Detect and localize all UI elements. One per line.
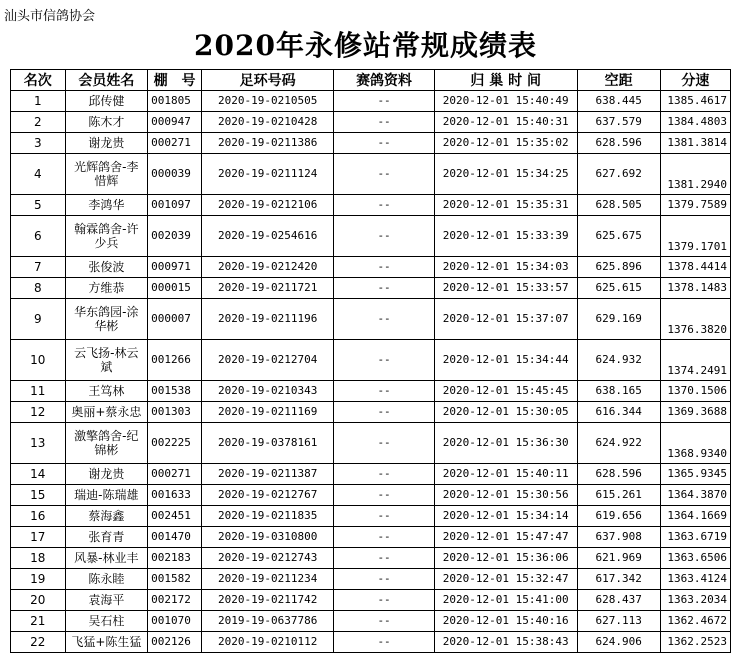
table-row: [11, 423, 731, 464]
table-row: [11, 112, 731, 133]
cell-arrival-time: 2020-12-01 15:40:11: [434, 464, 577, 485]
cell-arrival-time: 2020-12-01 15:36:30: [434, 423, 577, 464]
cell-ring-number: 2020-19-0211387: [202, 464, 334, 485]
cell-pigeon-info: --: [334, 485, 435, 506]
cell-ring-number: 2020-19-0210343: [202, 381, 334, 402]
cell-arrival-time: 2020-12-01 15:45:45: [434, 381, 577, 402]
cell-member-name: 激擎鸽舍-纪锦彬: [65, 423, 148, 464]
cell-speed: 1363.2034: [660, 590, 730, 611]
cell-rank: 4: [11, 154, 66, 195]
cell-speed: 1378.4414: [660, 257, 730, 278]
cell-speed: 1381.3814: [660, 133, 730, 154]
cell-ring-number: 2020-19-0212420: [202, 257, 334, 278]
cell-speed: 1364.3870: [660, 485, 730, 506]
cell-member-name: 瑞迪-陈瑞雄: [65, 485, 148, 506]
table-row: [11, 278, 731, 299]
table-row: [11, 527, 731, 548]
cell-rank: 1: [11, 91, 66, 112]
cell-arrival-time: 2020-12-01 15:41:00: [434, 590, 577, 611]
cell-pen-number: 001633: [148, 485, 202, 506]
cell-pen-number: 000271: [148, 464, 202, 485]
cell-member-name: 谢龙贵: [65, 133, 148, 154]
cell-distance: 617.342: [577, 569, 660, 590]
cell-ring-number: 2020-19-0378161: [202, 423, 334, 464]
cell-speed: 1363.6719: [660, 527, 730, 548]
cell-distance: 624.906: [577, 632, 660, 653]
header-distance: 空距: [577, 70, 660, 91]
cell-pen-number: 002225: [148, 423, 202, 464]
cell-ring-number: 2020-19-0211835: [202, 506, 334, 527]
organization-name: 汕头市信鸽协会: [4, 9, 96, 24]
cell-rank: 21: [11, 611, 66, 632]
results-table: [10, 69, 731, 653]
cell-pigeon-info: --: [334, 402, 435, 423]
cell-speed: 1368.9340: [660, 423, 730, 464]
cell-speed: 1384.4803: [660, 112, 730, 133]
cell-member-name: 陈木才: [65, 112, 148, 133]
cell-pen-number: 001303: [148, 402, 202, 423]
cell-pigeon-info: --: [334, 340, 435, 381]
cell-ring-number: 2020-19-0210112: [202, 632, 334, 653]
cell-pen-number: 001582: [148, 569, 202, 590]
cell-ring-number: 2020-19-0211196: [202, 299, 334, 340]
cell-ring-number: 2020-19-0212743: [202, 548, 334, 569]
cell-pen-number: 001070: [148, 611, 202, 632]
cell-distance: 625.896: [577, 257, 660, 278]
cell-pigeon-info: --: [334, 548, 435, 569]
cell-distance: 625.675: [577, 216, 660, 257]
cell-pen-number: 001097: [148, 195, 202, 216]
cell-arrival-time: 2020-12-01 15:38:43: [434, 632, 577, 653]
cell-distance: 615.261: [577, 485, 660, 506]
cell-speed: 1379.1701: [660, 216, 730, 257]
cell-member-name: 风暴-林业丰: [65, 548, 148, 569]
table-row: [11, 464, 731, 485]
cell-distance: 638.445: [577, 91, 660, 112]
table-row: [11, 611, 731, 632]
table-row: [11, 299, 731, 340]
cell-pen-number: 002451: [148, 506, 202, 527]
cell-member-name: 李鸿华: [65, 195, 148, 216]
cell-pigeon-info: --: [334, 611, 435, 632]
cell-member-name: 光辉鸽舍-李惜辉: [65, 154, 148, 195]
cell-member-name: 云飞扬-林云斌: [65, 340, 148, 381]
cell-rank: 6: [11, 216, 66, 257]
cell-pigeon-info: --: [334, 527, 435, 548]
cell-member-name: 邱传健: [65, 91, 148, 112]
cell-rank: 13: [11, 423, 66, 464]
table-row: [11, 340, 731, 381]
cell-arrival-time: 2020-12-01 15:35:02: [434, 133, 577, 154]
cell-member-name: 陈永睦: [65, 569, 148, 590]
cell-arrival-time: 2020-12-01 15:35:31: [434, 195, 577, 216]
table-row: [11, 590, 731, 611]
cell-ring-number: 2020-19-0211124: [202, 154, 334, 195]
cell-pen-number: 000039: [148, 154, 202, 195]
cell-distance: 629.169: [577, 299, 660, 340]
table-row: [11, 485, 731, 506]
cell-rank: 11: [11, 381, 66, 402]
cell-pen-number: 000971: [148, 257, 202, 278]
cell-rank: 10: [11, 340, 66, 381]
cell-member-name: 翰霖鸽舍-许少兵: [65, 216, 148, 257]
cell-speed: 1379.7589: [660, 195, 730, 216]
cell-speed: 1362.4672: [660, 611, 730, 632]
cell-ring-number: 2020-19-0212106: [202, 195, 334, 216]
cell-rank: 5: [11, 195, 66, 216]
cell-pigeon-info: --: [334, 569, 435, 590]
cell-pigeon-info: --: [334, 278, 435, 299]
cell-ring-number: 2020-19-0211234: [202, 569, 334, 590]
header-speed: 分速: [660, 70, 730, 91]
cell-speed: 1364.1669: [660, 506, 730, 527]
cell-arrival-time: 2020-12-01 15:34:44: [434, 340, 577, 381]
cell-ring-number: 2020-19-0310800: [202, 527, 334, 548]
header-pigeon-info: 赛鸽资料: [334, 70, 435, 91]
cell-pigeon-info: --: [334, 195, 435, 216]
cell-arrival-time: 2020-12-01 15:40:16: [434, 611, 577, 632]
cell-member-name: 华东鸽园-涂华彬: [65, 299, 148, 340]
cell-distance: 624.922: [577, 423, 660, 464]
cell-ring-number: 2020-19-0211721: [202, 278, 334, 299]
cell-pigeon-info: --: [334, 506, 435, 527]
cell-pigeon-info: --: [334, 590, 435, 611]
cell-distance: 628.505: [577, 195, 660, 216]
cell-speed: 1381.2940: [660, 154, 730, 195]
cell-speed: 1385.4617: [660, 91, 730, 112]
cell-member-name: 奥丽+蔡永忠: [65, 402, 148, 423]
table-row: [11, 216, 731, 257]
table-row: [11, 506, 731, 527]
cell-member-name: 吴石柱: [65, 611, 148, 632]
cell-pigeon-info: --: [334, 154, 435, 195]
cell-distance: 624.932: [577, 340, 660, 381]
table-row: [11, 154, 731, 195]
cell-pigeon-info: --: [334, 216, 435, 257]
header-ring-number: 足环号码: [202, 70, 334, 91]
table-row: [11, 133, 731, 154]
table-row: [11, 381, 731, 402]
cell-speed: 1363.6506: [660, 548, 730, 569]
cell-distance: 625.615: [577, 278, 660, 299]
cell-pen-number: 002172: [148, 590, 202, 611]
cell-pen-number: 002183: [148, 548, 202, 569]
cell-arrival-time: 2020-12-01 15:33:57: [434, 278, 577, 299]
cell-distance: 638.165: [577, 381, 660, 402]
cell-pen-number: 002126: [148, 632, 202, 653]
cell-pen-number: 001538: [148, 381, 202, 402]
cell-distance: 637.579: [577, 112, 660, 133]
cell-distance: 637.908: [577, 527, 660, 548]
cell-pen-number: 000947: [148, 112, 202, 133]
cell-distance: 628.596: [577, 133, 660, 154]
cell-rank: 17: [11, 527, 66, 548]
cell-rank: 9: [11, 299, 66, 340]
cell-rank: 7: [11, 257, 66, 278]
cell-rank: 8: [11, 278, 66, 299]
cell-speed: 1369.3688: [660, 402, 730, 423]
cell-pen-number: 001266: [148, 340, 202, 381]
table-row: [11, 632, 731, 653]
cell-rank: 18: [11, 548, 66, 569]
cell-speed: 1363.4124: [660, 569, 730, 590]
cell-rank: 15: [11, 485, 66, 506]
table-row: [11, 548, 731, 569]
cell-pigeon-info: --: [334, 381, 435, 402]
cell-ring-number: 2020-19-0212767: [202, 485, 334, 506]
cell-member-name: 方维恭: [65, 278, 148, 299]
cell-ring-number: 2020-19-0211169: [202, 402, 334, 423]
cell-ring-number: 2020-19-0254616: [202, 216, 334, 257]
cell-rank: 19: [11, 569, 66, 590]
cell-rank: 22: [11, 632, 66, 653]
cell-pigeon-info: --: [334, 299, 435, 340]
cell-rank: 3: [11, 133, 66, 154]
cell-pen-number: 000015: [148, 278, 202, 299]
cell-distance: 621.969: [577, 548, 660, 569]
cell-ring-number: 2020-19-0210505: [202, 91, 334, 112]
table-header-row: [11, 70, 731, 91]
cell-speed: 1365.9345: [660, 464, 730, 485]
cell-arrival-time: 2020-12-01 15:33:39: [434, 216, 577, 257]
table-row: [11, 91, 731, 112]
cell-pen-number: 002039: [148, 216, 202, 257]
cell-pigeon-info: --: [334, 112, 435, 133]
cell-rank: 20: [11, 590, 66, 611]
cell-member-name: 张育青: [65, 527, 148, 548]
cell-ring-number: 2020-19-0210428: [202, 112, 334, 133]
cell-pen-number: 000007: [148, 299, 202, 340]
cell-member-name: 谢龙贵: [65, 464, 148, 485]
page-title: 2020年永修站常规成绩表: [194, 29, 537, 62]
cell-ring-number: 2020-19-0211742: [202, 590, 334, 611]
table-row: [11, 569, 731, 590]
cell-ring-number: 2020-19-0212704: [202, 340, 334, 381]
cell-distance: 628.437: [577, 590, 660, 611]
table-row: [11, 402, 731, 423]
cell-pigeon-info: --: [334, 632, 435, 653]
cell-member-name: 飞猛+陈生猛: [65, 632, 148, 653]
cell-rank: 12: [11, 402, 66, 423]
cell-rank: 2: [11, 112, 66, 133]
header-pen-number: 棚 号: [148, 70, 202, 91]
table-row: [11, 195, 731, 216]
cell-distance: 627.113: [577, 611, 660, 632]
cell-speed: 1376.3820: [660, 299, 730, 340]
cell-arrival-time: 2020-12-01 15:37:07: [434, 299, 577, 340]
cell-arrival-time: 2020-12-01 15:47:47: [434, 527, 577, 548]
cell-distance: 619.656: [577, 506, 660, 527]
cell-speed: 1362.2523: [660, 632, 730, 653]
cell-pigeon-info: --: [334, 464, 435, 485]
cell-member-name: 蔡海鑫: [65, 506, 148, 527]
header-member-name: 会员姓名: [65, 70, 148, 91]
cell-arrival-time: 2020-12-01 15:34:25: [434, 154, 577, 195]
cell-distance: 628.596: [577, 464, 660, 485]
header-rank: 名次: [11, 70, 66, 91]
cell-member-name: 张俊波: [65, 257, 148, 278]
cell-speed: 1370.1506: [660, 381, 730, 402]
cell-ring-number: 2020-19-0211386: [202, 133, 334, 154]
cell-rank: 14: [11, 464, 66, 485]
cell-pigeon-info: --: [334, 133, 435, 154]
cell-pen-number: 001805: [148, 91, 202, 112]
table-row: [11, 257, 731, 278]
cell-arrival-time: 2020-12-01 15:32:47: [434, 569, 577, 590]
cell-distance: 627.692: [577, 154, 660, 195]
cell-pen-number: 001470: [148, 527, 202, 548]
cell-pen-number: 000271: [148, 133, 202, 154]
cell-arrival-time: 2020-12-01 15:36:06: [434, 548, 577, 569]
cell-rank: 16: [11, 506, 66, 527]
cell-arrival-time: 2020-12-01 15:40:31: [434, 112, 577, 133]
cell-arrival-time: 2020-12-01 15:34:03: [434, 257, 577, 278]
cell-pigeon-info: --: [334, 423, 435, 464]
cell-pigeon-info: --: [334, 257, 435, 278]
cell-arrival-time: 2020-12-01 15:30:05: [434, 402, 577, 423]
cell-arrival-time: 2020-12-01 15:30:56: [434, 485, 577, 506]
cell-speed: 1378.1483: [660, 278, 730, 299]
cell-arrival-time: 2020-12-01 15:40:49: [434, 91, 577, 112]
header-arrival-time: 归 巢 时 间: [434, 70, 577, 91]
cell-member-name: 王笃林: [65, 381, 148, 402]
cell-arrival-time: 2020-12-01 15:34:14: [434, 506, 577, 527]
cell-member-name: 袁海平: [65, 590, 148, 611]
cell-distance: 616.344: [577, 402, 660, 423]
cell-speed: 1374.2491: [660, 340, 730, 381]
cell-pigeon-info: --: [334, 91, 435, 112]
cell-ring-number: 2019-19-0637786: [202, 611, 334, 632]
